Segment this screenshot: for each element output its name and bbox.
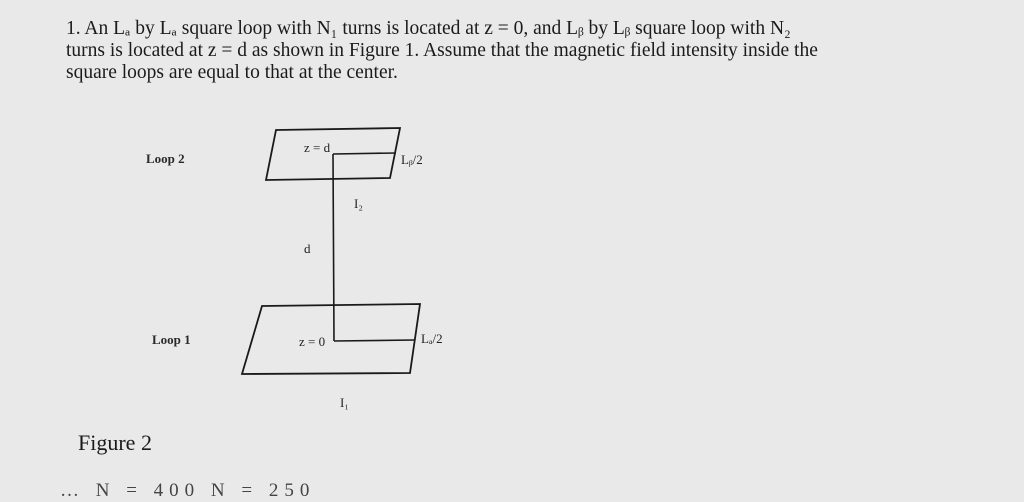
- z-d-label: z = d: [304, 140, 331, 155]
- i2-label: I₂: [354, 196, 363, 211]
- d-label: d: [304, 241, 311, 256]
- problem-line-2: turns is located at z = d as shown in Figure 1. Assume that the magnetic field intensity inside the: [66, 40, 818, 61]
- loop1-half-line: [334, 340, 414, 341]
- z-0-label: z = 0: [299, 334, 326, 349]
- loop1-label: Loop 1: [152, 332, 191, 347]
- z-axis-line: [333, 154, 334, 341]
- i1-label: I₁: [340, 395, 349, 410]
- problem-line-3: square loops are equal to that at the center.: [66, 62, 398, 83]
- figure-caption: Figure 2: [78, 430, 152, 455]
- la-half-label: Lₐ/2: [421, 331, 443, 346]
- cutoff-text: … N = 400 N = 250: [60, 480, 316, 501]
- loop2-label: Loop 2: [146, 151, 185, 166]
- loop2-half-line: [333, 153, 396, 154]
- loop1-shape: [242, 304, 420, 374]
- lb-half-label: Lᵦ/2: [401, 152, 423, 167]
- problem-line-1: 1. An Lₐ by Lₐ square loop with N₁ turns is located at z = 0, and Lᵦ by Lᵦ square loop with N₂: [66, 18, 791, 39]
